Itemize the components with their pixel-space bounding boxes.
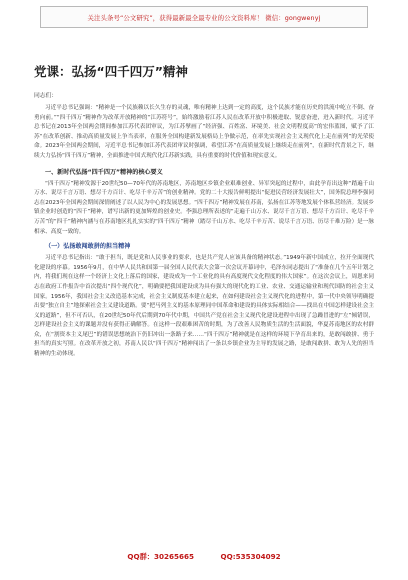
sub-heading: （一）弘扬敢闯敢拼的担当精神 [45, 243, 131, 251]
header-banner [40, 6, 368, 28]
document-title: 党课：弘扬“四千四万”精神 [34, 64, 188, 79]
qq-group-text: QQ群：30265665 [127, 552, 194, 561]
paragraph: “四千四万”精神发源于20世纪50—70年代的苏南地区，苏南地区乡镇企业艰难创业、异军突起的过程中，由此孕育出这种“踏遍千山万水、说尽千言万语、想尽千方百计、吃尽千辛万苦”的创业精神。党的二十大报告鲜明提出“促进民营经济发展壮大”，国务院总理李强同志在2023年全国两会期间深情阐述了以人民为中心的发展思想。“四千四万”精神发展在苏南，弘扬在江苏等地发展个体私营经济。发展乡镇企业时创造的“四千”精神，谱写出新的更加辉煌的创业史。李强总理所表述的“走遍千山万水、说尽千言万语、想尽千方百计、吃尽千辛万苦”的“四千”精神内涵与在苏南地区扎扎实实的“四千四万”精神（踏尽千山万水、吃尽千辛万苦、说尽千言万语、历尽千难万险）是一脉相承、高度一致的。 [34, 180, 374, 235]
document-body [34, 62, 374, 363]
paragraph: 习近平总书记强调：“精神是一个民族赖以长久生存的灵魂，唯有精神上达到一定的高度，这个民族才能在历史的洪流中屹立不倒、奋勇向前。”“四千四万”精神作为改革开放精神的“江苏符号”，始终激励着江苏人民在改革开放中积极进取、锐意奋进，迸入新时代。习近平总书记在2013年全国两会期间参加江苏代表团审议，为江苏擘画了“经济强、百姓富、环境美、社会文明程度高”的宏伟蓝图，赋予了江苏“在改革创新、推动高质量发展上争当表率，在服务全国构建新发展格局上争做示范，在率先实现社会主义现代化上走在前列”的光荣使命。2023年全国两会期间，习近平总书记参加江苏代表团审议时强调，希望江苏“在高质量发展上继续走在前列”，在新时代背景之下，继续大力弘扬“四千四万”精神，全面推进中国式现代化江苏新实践，具有重要的时代价值和现实意义。 [34, 105, 374, 159]
footer-contact [0, 552, 408, 562]
banner-text: 关注头条号“公文研究”，获得最新最全最专业的公文资料库！ 微信：gongwenyj [87, 13, 321, 22]
greeting: 同志们： [34, 93, 58, 99]
qq-text: QQ:535304092 [220, 552, 281, 561]
paragraph: 习近平总书记指出：“敢于担当，既是党和人民事业的要求，也是共产党人应该具备的精神状态。”1949年新中国成立，拉开全面现代化建设的序幕。1956年9月，在中华人民共和国第一届全国人民代表大会第一次会议开幕词中，毛泽东同志提出了“准备在几个五年计划之内，将我们现在这样一个经济上文化上落后的国家，建设成为一个工业化的具有高度现代文化程度的伟大国家”。在这次会议上，周恩来同志在政府工作报告中首次提出“四个现代化”，明确要把我国建设成为具有强大的现代化的工业、农业、交通运输业和现代国防的社会主义国家。1956年，我国社会主义改造基本完成，社会主义制度基本建立起来，在如何建设社会主义现代化的进程中，第一代中央领导明确提出要“独立自主”地探索社会主义建设道路。要“把马列主义的基本原理同中国革命和建设的具体实际相结合——找出在中国怎样建设社会主义的道路”，但不可否认，在20世纪50年代后期到70年代中期，中国共产党在社会主义现代化建设进程中出现了急躁冒进的“左”倾错误，怎样建设社会主义的课题并没有获得正确解答。在这样一段艰难困苦的时期，为了改善人民物质生活的生活面貌，华夏苏南地区的农村群众，在“割资本主义尾巴”的错误思想统治下仍旧冲出一条路子来……“四千四万”精神就是在这样的环境下孕育出来的，是敢闯敢拼、勇于担当的真实写照。在改革开放之初，苏南人民以“四千四万”精神闯出了一条以乡镇企业为主导的发展之路，是敢闯敢拼、敢为人先的担当精神的生动体现。 [34, 255, 374, 358]
section-heading: 一、新时代弘扬“四千四万”精神的核心要义 [45, 168, 163, 176]
